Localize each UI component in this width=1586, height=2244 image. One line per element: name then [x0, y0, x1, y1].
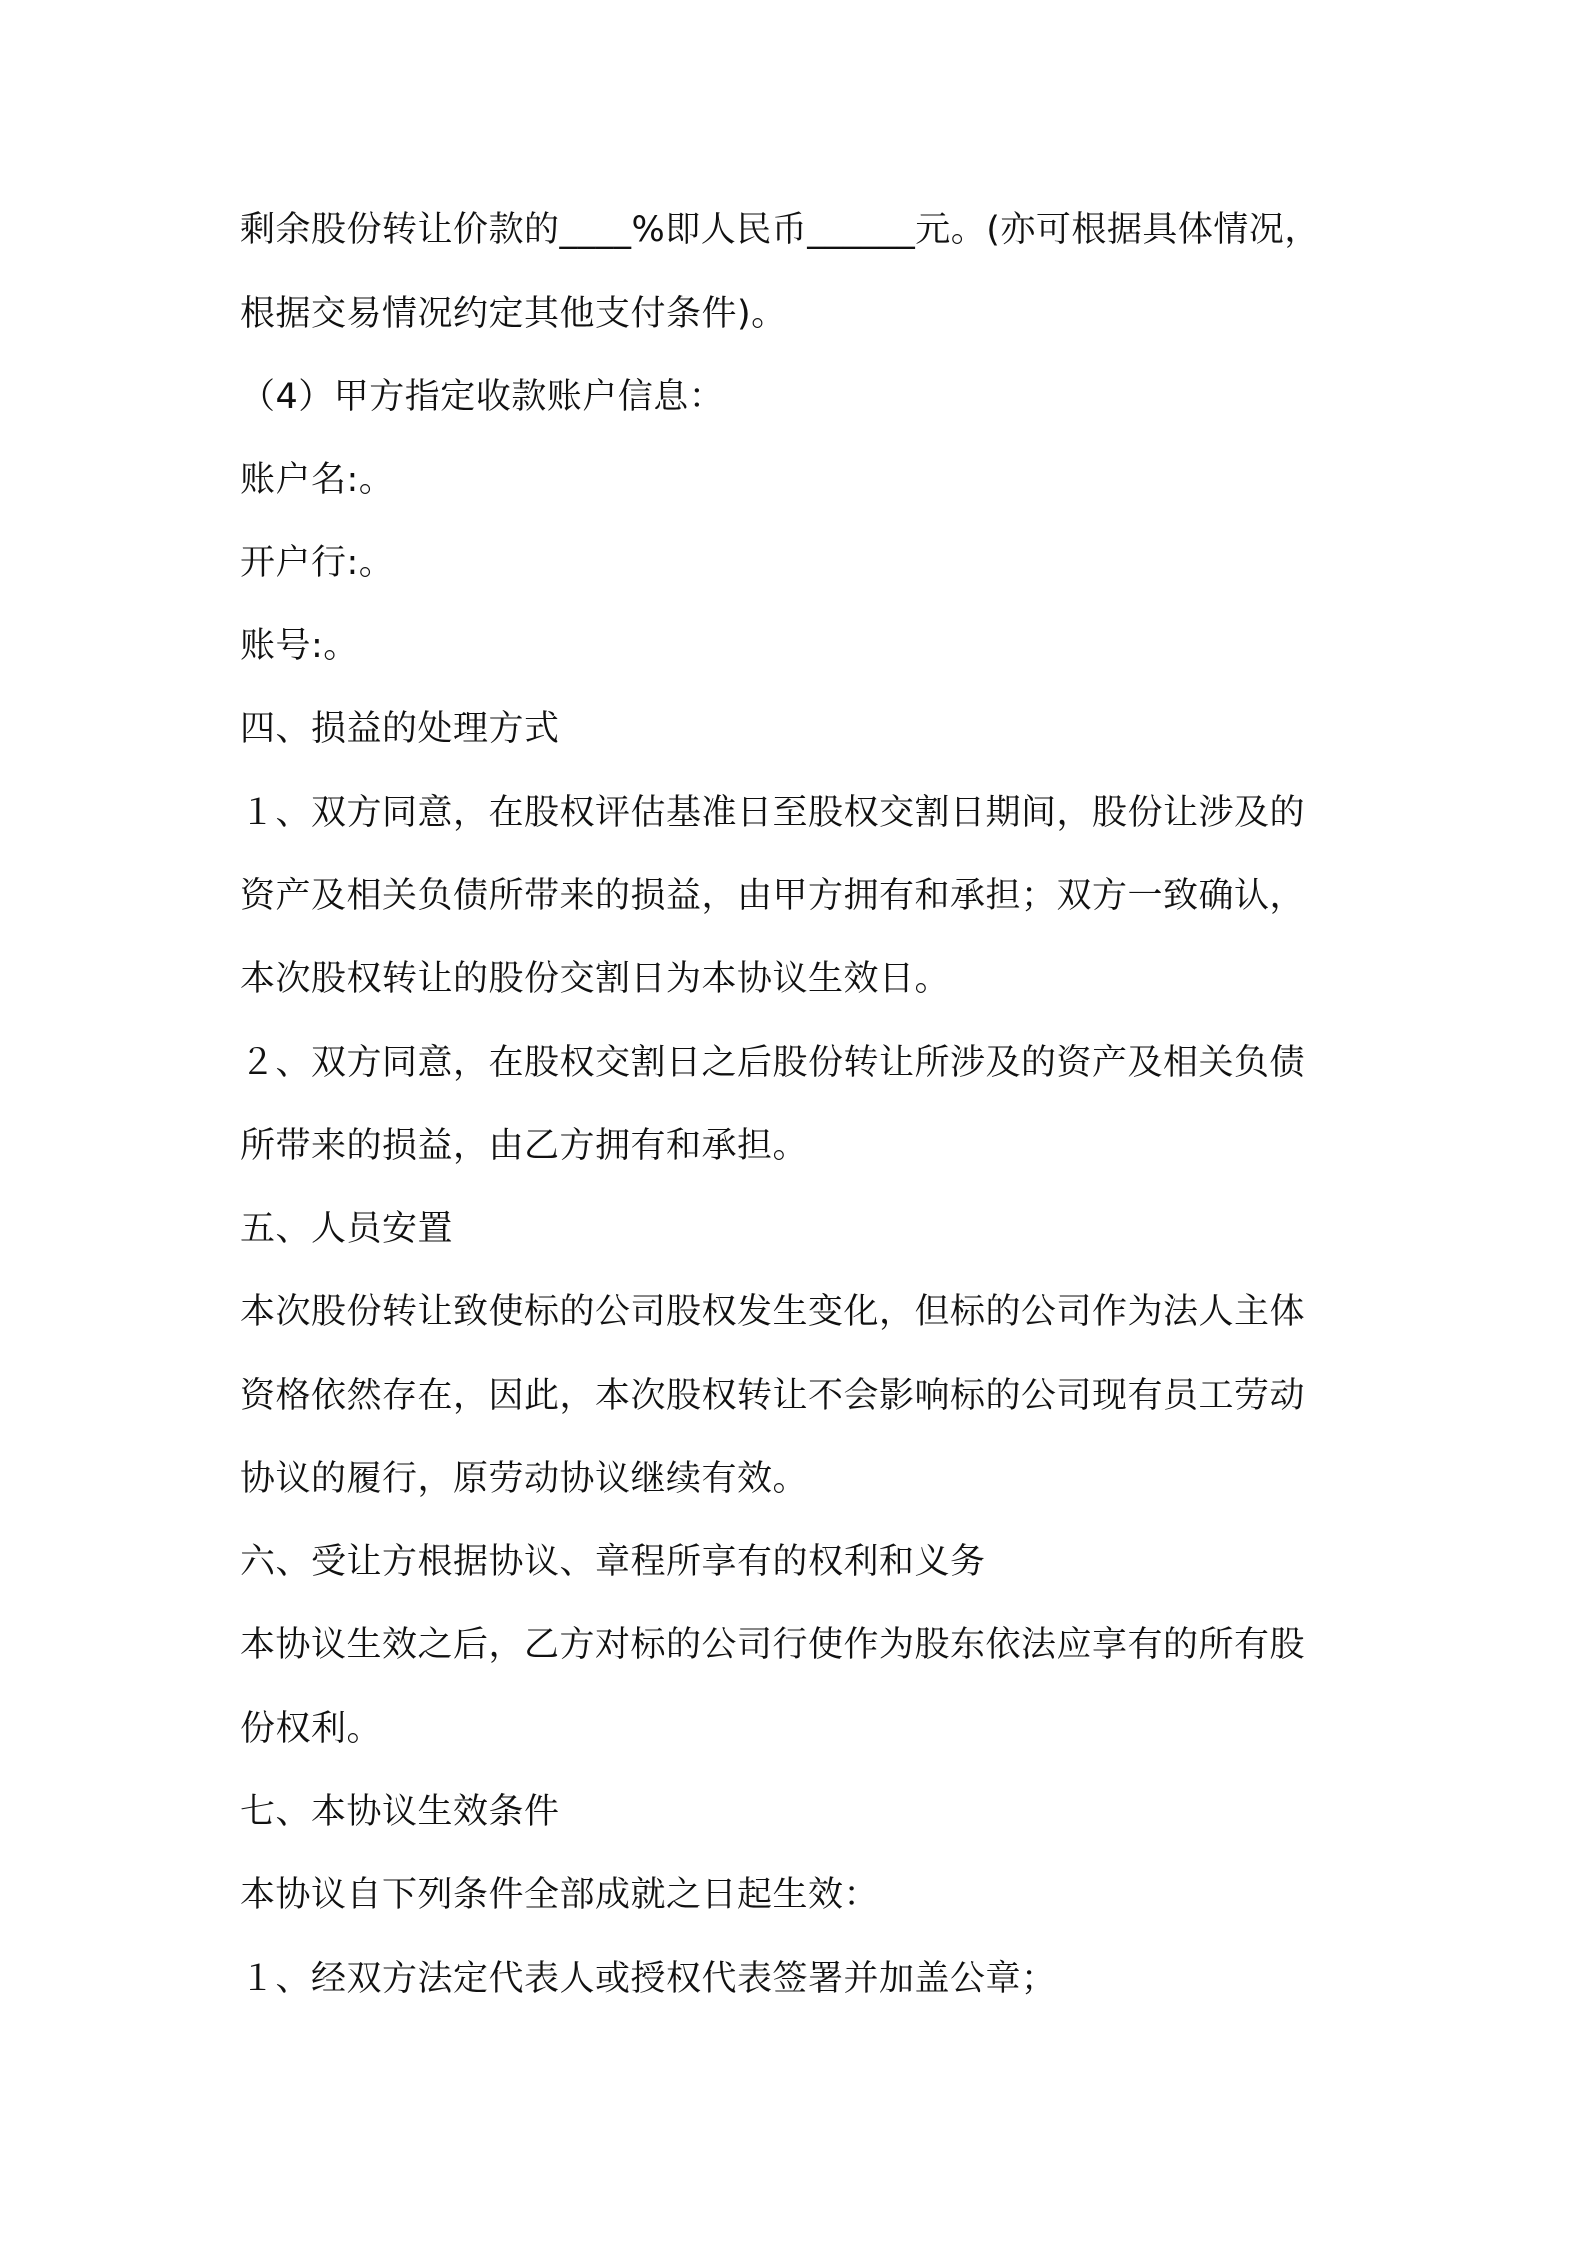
section-heading-effective-conditions: 七、本协议生效条件 — [240, 1792, 560, 1832]
text-line-clause-1c: 本次股权转让的股份交割日为本协议生效日。 — [240, 959, 951, 999]
text-line-clause-2b: 所带来的损益，由乙方拥有和承担。 — [240, 1126, 809, 1166]
text-line-effective-intro: 本协议自下列条件全部成就之日起生效： — [240, 1875, 880, 1915]
text-line-effective-condition-1: １、经双方法定代表人或授权代表签署并加盖公章； — [240, 1959, 1057, 1999]
text-line-account-info-heading: （4）甲方指定收款账户信息： — [240, 377, 725, 417]
section-heading-personnel: 五、人员安置 — [240, 1209, 454, 1249]
section-heading-profit-loss: 四、损益的处理方式 — [240, 709, 560, 749]
text-line-bank: 开户行:。 — [240, 543, 395, 583]
text-line-clause-1a: １、双方同意，在股权评估基准日至股权交割日期间，股份让涉及的 — [240, 793, 1306, 833]
text-line-personnel-b: 资格依然存在，因此，本次股权转让不会影响标的公司现有员工劳动 — [240, 1376, 1306, 1416]
text-line-payment-conditions: 根据交易情况约定其他支付条件)。 — [240, 294, 787, 334]
text-line-rights-a: 本协议生效之后，乙方对标的公司行使作为股东依法应享有的所有股 — [240, 1625, 1306, 1665]
text-line-personnel-c: 协议的履行，原劳动协议继续有效。 — [240, 1459, 809, 1499]
text-line-rights-b: 份权利。 — [240, 1709, 383, 1749]
section-heading-transferee-rights: 六、受让方根据协议、章程所享有的权利和义务 — [240, 1542, 986, 1582]
text-line-account-name: 账户名:。 — [240, 460, 395, 500]
text-line-clause-2a: ２、双方同意，在股权交割日之后股份转让所涉及的资产及相关负债 — [240, 1043, 1306, 1083]
text-line-account-number: 账号:。 — [240, 626, 359, 666]
text-line-payment-balance: 剩余股份转让价款的____%即人民币______元。(亦可根据具体情况， — [240, 210, 1320, 250]
text-line-personnel-a: 本次股份转让致使标的公司股权发生变化，但标的公司作为法人主体 — [240, 1292, 1306, 1332]
text-line-clause-1b: 资产及相关负债所带来的损益，由甲方拥有和承担；双方一致确认， — [240, 876, 1306, 916]
